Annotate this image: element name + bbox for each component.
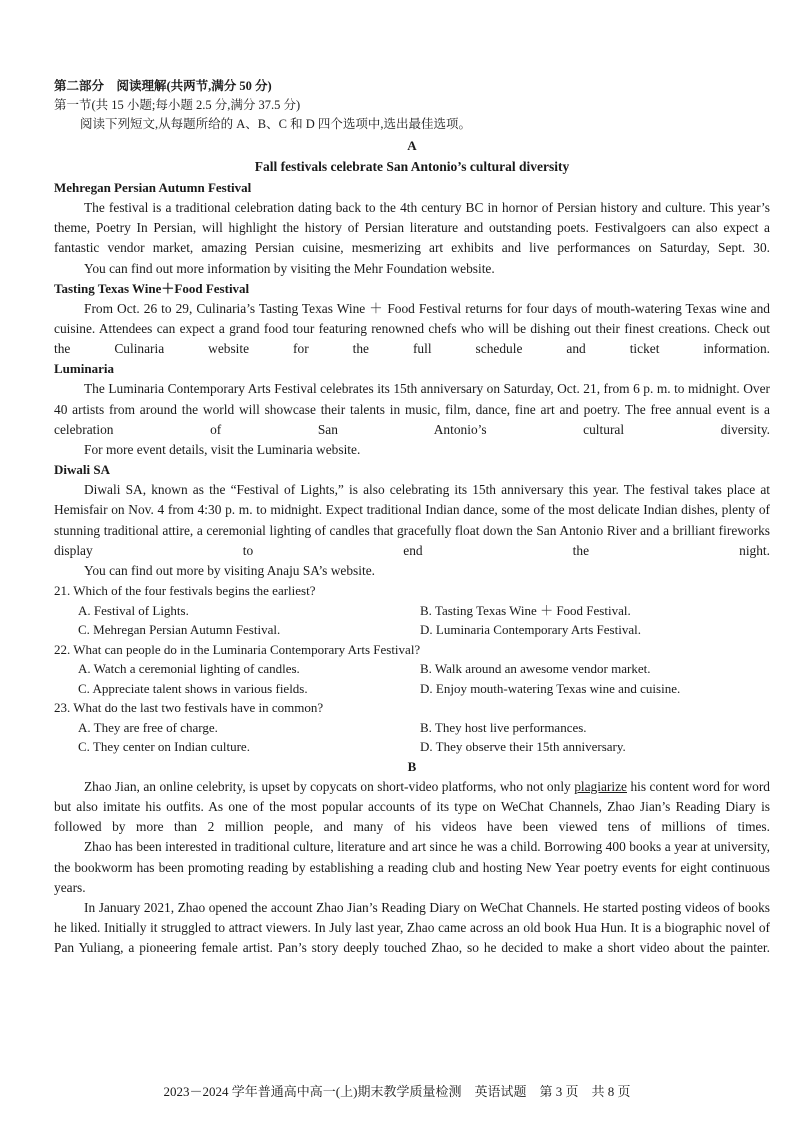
- festival-paragraph: Diwali SA, known as the “Festival of Lights,” is also celebrating its 15th anniversary this year. The festival takes place at Hemisfair on Nov. 4 from 4:30 p. m. to midnight. Expect traditional Indian dance, some of the most delicate Indian dishes, plenty of stunning traditional attire, a ceremonial lighting of candles that gracefully float down the San Antonio River and a brilliant fireworks display to end the night.: [54, 482, 770, 558]
- question-23-options-row1: [54, 718, 770, 738]
- festival-paragraph: For more event details, visit the Luminaria website.: [84, 442, 361, 458]
- festival-paragraph: You can find out more information by visiting the Mehr Foundation website.: [84, 260, 495, 276]
- passage-b-p1-text: Zhao Jian, an online celebrity, is upset by copycats on short-video platforms, who not only: [84, 778, 575, 794]
- question-21-option-d[interactable]: D. Luminaria Contemporary Arts Festival.: [420, 622, 641, 638]
- underlined-word-plagiarize: plagiarize: [574, 778, 627, 794]
- instructions: 阅读下列短文,从每题所给的 A、B、C 和 D 四个选项中,选出最佳选项。: [80, 117, 471, 131]
- question-22-options-row1: [54, 659, 770, 679]
- passage-b-paragraph-1: [54, 777, 770, 838]
- question-22-option-b[interactable]: B. Walk around an awesome vendor market.: [420, 661, 651, 677]
- question-23-option-b[interactable]: B. They host live performances.: [420, 719, 587, 735]
- passage-b-p1-text-cont: his content word for word but also imitate his outfits. As one of the most popular accounts of its type on WeChat Channels, Zhao Jian’s Reading Diary is followed by more than 2 million people, and many of his videos have been viewed tens of millions of times.: [54, 778, 770, 835]
- part-heading: 第二部分 阅读理解(共两节,满分 50 分): [54, 79, 272, 93]
- question-22-options-row2: [54, 679, 770, 699]
- question-21-option-c[interactable]: C. Mehregan Persian Autumn Festival.: [78, 622, 281, 638]
- festival-paragraph: The Luminaria Contemporary Arts Festival celebrates its 15th anniversary on Saturday, Oct. 21, from 6 p. m. to midnight. Over 40 artists from around the world will showcase their talents in music, film, dance, fine art and poetry. The free annual event is a celebration of San Antonio’s cultural diversity.: [54, 381, 770, 437]
- festival-paragraph: From Oct. 26 to 29, Culinaria’s Tasting Texas Wine ＋ Food Festival returns for four days of mouth-watering Texas wine and cuisine. Attendees can expect a grand food tour featuring renowned chefs who will be dishing out their finest creations. Check out the Culinaria website for the full schedule and ticket information.: [54, 300, 770, 357]
- question-22-option-a[interactable]: A. Watch a ceremonial lighting of candles.: [78, 661, 300, 677]
- festival-name-diwali: Diwali SA: [54, 462, 110, 478]
- passage-b-paragraph-2: Zhao has been interested in traditional culture, literature and art since he was a child. Borrowing 400 books a year at university, the bookworm has been promoting reading by establishing a reading club and hosting New Year poetry events for eight continuous years.: [54, 839, 770, 895]
- page-footer: 2023－2024 学年普通高中高一(上)期末教学质量检测 英语试题 第 3 页 共 8 页: [163, 1084, 631, 1099]
- question-23-option-c[interactable]: C. They center on Indian culture.: [78, 739, 250, 755]
- question-23-option-d[interactable]: D. They observe their 15th anniversary.: [420, 739, 626, 755]
- question-21-option-b[interactable]: B. Tasting Texas Wine ＋ Food Festival.: [420, 602, 631, 618]
- festival-name-mehregan: Mehregan Persian Autumn Festival: [54, 180, 252, 195]
- passage-b-paragraph-3: In January 2021, Zhao opened the account Zhao Jian’s Reading Diary on WeChat Channels. He started posting videos of books he liked. Initially it struggled to attract viewers. In July last year, Zhao came across an old book Hua Hun. It is a biographic novel of Pan Yuliang, a pioneering female artist. Pan’s story deeply touched Zhao, so he decided to make a short video about the painter.: [54, 899, 770, 956]
- question-21-options-row2: [54, 620, 770, 640]
- festival-paragraph: You can find out more by visiting Anaju SA’s website.: [84, 563, 375, 579]
- festival-paragraph: The festival is a traditional celebration dating back to the 4th century BC in hornor of Persian history and culture. This year’s theme, Poetry In Persian, will highlight the history of Persian literature and outstanding poets. Festivalgoers can also expect a fantastic vendor market, amazing Persian cuisine, mesmerizing art exhibits and live performances on Saturday, Sept. 30.: [54, 200, 770, 256]
- festival-name-tasting-texas: Tasting Texas Wine＋Food Festival: [54, 280, 250, 296]
- question-23-options-row2: [54, 737, 770, 757]
- passage-b-letter: B: [407, 758, 417, 774]
- question-21-stem: 21. Which of the four festivals begins the earliest?: [54, 583, 316, 599]
- question-23-stem: 23. What do the last two festivals have in common?: [54, 700, 324, 716]
- question-23-option-a[interactable]: A. They are free of charge.: [78, 719, 218, 735]
- question-22-stem: 22. What can people do in the Luminaria Contemporary Arts Festival?: [54, 641, 421, 657]
- exam-page: [54, 76, 770, 959]
- question-21-option-a[interactable]: A. Festival of Lights.: [78, 602, 189, 618]
- festival-name-luminaria: Luminaria: [54, 361, 114, 377]
- question-22-option-c[interactable]: C. Appreciate talent shows in various fields.: [78, 680, 308, 696]
- passage-a-letter: A: [407, 138, 417, 153]
- section-heading: 第一节(共 15 小题;每小题 2.5 分,满分 37.5 分): [54, 98, 301, 112]
- passage-a-title: Fall festivals celebrate San Antonio’s cultural diversity: [254, 159, 570, 174]
- question-21-options-row1: [54, 601, 770, 621]
- question-22-option-d[interactable]: D. Enjoy mouth-watering Texas wine and cuisine.: [420, 680, 681, 696]
